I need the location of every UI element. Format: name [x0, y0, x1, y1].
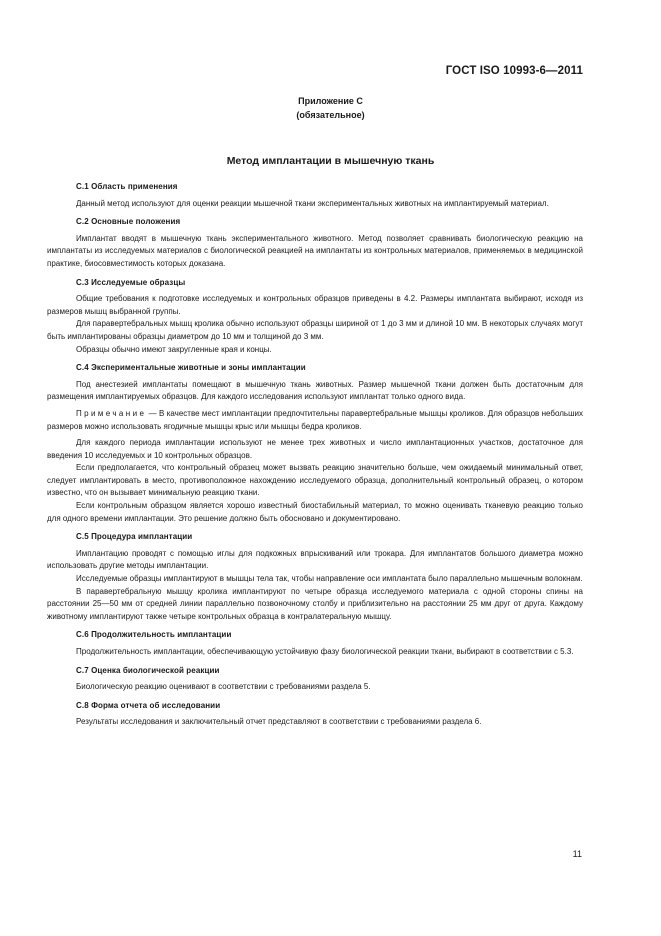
- paragraph: Имплантат вводят в мышечную ткань экспериментального животного. Метод позволяет сравнивать биологическую реакцию на имплантаты из исследуемых материалов с биологической реакцией на имплантаты из контрольных материалов, применяемых в медицинской практике, биосовместимость которых доказана.: [47, 233, 583, 268]
- paragraph: Данный метод используют для оценки реакции мышечной ткани экспериментальных животных на имплантируемый материал.: [76, 198, 549, 208]
- paragraph: Образцы обычно имеют закругленные края и концы.: [76, 344, 272, 354]
- section-heading: С.4 Экспериментальные животные и зоны имплантации: [76, 363, 306, 373]
- page-number: 11: [572, 849, 582, 859]
- section-heading: С.3 Исследуемые образцы: [76, 277, 186, 287]
- page-title: Метод имплантации в мышечную ткань: [226, 155, 435, 167]
- section-heading: С.5 Процедура имплантации: [76, 532, 193, 542]
- annex-status: (обязательное): [296, 110, 365, 120]
- paragraph: Под анестезией имплантаты помещают в мышечную ткань животных. Размер мышечной ткани должен быть достаточным для размещения имплантируемых образцов. Для каждого исследования используют имплантат только одного вида.: [47, 379, 583, 402]
- section-heading: С.1 Область применения: [76, 182, 178, 191]
- section-heading: С.7 Оценка биологической реакции: [76, 665, 220, 675]
- paragraph: Если предполагается, что контрольный образец может вызвать реакцию значительно больше, чем ожидаемый минимальный ответ, следует имплантировать в место, противоположное нахождению исследуемого образца, дополнительный контрольный образец, о котором известно, что он вызывает минимальную реакцию ткани.: [47, 463, 583, 498]
- paragraph: Результаты исследования и заключительный отчет представляют в соответствии с требованиями раздела 6.: [76, 717, 482, 727]
- paragraph: Продолжительность имплантации, обеспечивающую устойчивую фазу биологической реакции ткани, выбирают в соответствии с 5.3.: [76, 647, 574, 656]
- note-paragraph: [47, 408, 583, 433]
- paragraph: Если контрольным образцом является хорошо известный биостабильный материал, то можно оценивать тканевую реакцию только для одного времени имплантации. Это решение должно быть обосновано и документировано.: [47, 501, 583, 523]
- section-heading: С.2 Основные положения: [76, 217, 181, 227]
- paragraph: Исследуемые образцы имплантируют в мышцы тела так, чтобы направление оси имплантата было параллельно мышечным волокнам.: [76, 574, 583, 584]
- note-label: Примечание: [76, 408, 147, 418]
- paragraph: Имплантацию проводят с помощью иглы для подкожных впрыскиваний или трокара. Для имплантатов большого диаметра можно использовать другие методы имплантации.: [47, 548, 583, 571]
- section-heading: С.8 Форма отчета об исследовании: [76, 700, 221, 710]
- document-id: ГОСТ ISO 10993-6—2011: [445, 65, 583, 77]
- annex-title: Приложение С: [298, 96, 363, 106]
- section-heading: С.6 Продолжительность имплантации: [76, 630, 232, 640]
- paragraph: Биологическую реакцию оценивают в соответствии с требованиями раздела 5.: [76, 682, 371, 692]
- annex-heading: [0, 94, 661, 122]
- paragraph: Для каждого периода имплантации используют не менее трех животных и число имплантационных участков, достаточное для введения 10 исследуемых и 10 контрольных образцов.: [47, 438, 583, 460]
- note-text: — В качестве мест имплантации предпочтительны паравертебральные мышцы кроликов. Для образцов небольших размеров можно использовать ягодичные мышцы крыс или мышцы бедра кроликов.: [47, 408, 583, 431]
- paragraph: Для паравертебральных мышц кролика обычно используют образцы шириной от 1 до 3 мм и длиной 10 мм. В некоторых случаях могут быть имплантированы образцы диаметром до 10 мм и толщиной до 3 мм.: [47, 319, 583, 341]
- document-body: [47, 181, 583, 729]
- paragraph: Общие требования к подготовке исследуемых и контрольных образцов приведены в 4.2. Размеры имплантата выбирают, исходя из размеров мышц выбранной группы.: [47, 294, 583, 316]
- paragraph: В паравертебральную мышцу кролика имплантируют по четыре образца исследуемого материала с одной стороны спины на расстоянии 25—50 мм от средней линии параллельно позвоночному столбу и приблизительно на расстоянии 25 мм друг от друга. Каждому животному имплантируют также четыре контрольных образца в контралатеральную мышцу.: [47, 586, 583, 621]
